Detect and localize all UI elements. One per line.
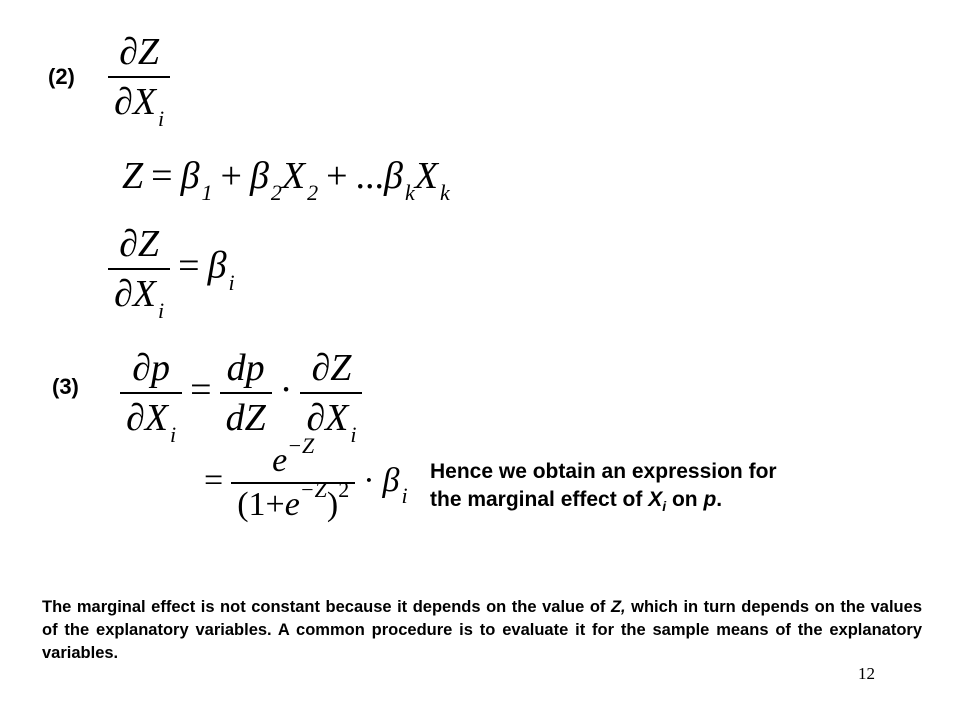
fraction: $\frac{e^{-Z}}{(1+e^{-Z})^2}$ xyxy=(231,442,355,524)
equation-label-2: (2) xyxy=(48,64,75,89)
linear-model-equation: $Z = \beta_1 + \beta_2X_2 + ...\beta_kX_k$ xyxy=(122,155,450,205)
chain-rule-equation: $\frac{\partial p}{\partial X_i}$ = $\frac{dp}{dZ}$ · $\frac{\partial Z}{\partial X_i}$ xyxy=(120,346,362,440)
fraction: $\frac{\partial p}{\partial X_i}$ xyxy=(120,346,182,440)
fraction-dz-dxi-header xyxy=(108,30,170,131)
derivative-equals-beta: $\frac{\partial Z}{\partial X_i}$ = $\beta_i$ xyxy=(108,222,235,316)
fraction: $\frac{\partial Z}{\partial X_i}$ xyxy=(300,346,362,440)
fraction: $\frac{dp}{dZ}$ xyxy=(220,346,272,440)
explanation-line-1: Hence we obtain an expression for xyxy=(430,460,777,483)
fraction: $\frac{\partial Z}{\partial X_i}$ xyxy=(108,222,170,316)
fraction: $\frac{\partial Z}{\partial X_i}$ xyxy=(108,30,170,124)
logit-derivative-equation: = $\frac{e^{-Z}}{(1+e^{-Z})^2}$ · $\beta_i$ xyxy=(204,433,408,523)
note-paragraph: The marginal effect is not constant because it depends on the value of Z, which in turn depends on the values of the explanatory variables. A common procedure is to evaluate it for the sample means of the explanatory variables. xyxy=(42,598,922,662)
explanation-text xyxy=(430,458,777,520)
explanation-line-2: the marginal effect of $X_i$ on p. xyxy=(430,488,723,515)
page-number: 12 xyxy=(858,664,875,683)
equation-label-3: (3) xyxy=(52,374,79,399)
